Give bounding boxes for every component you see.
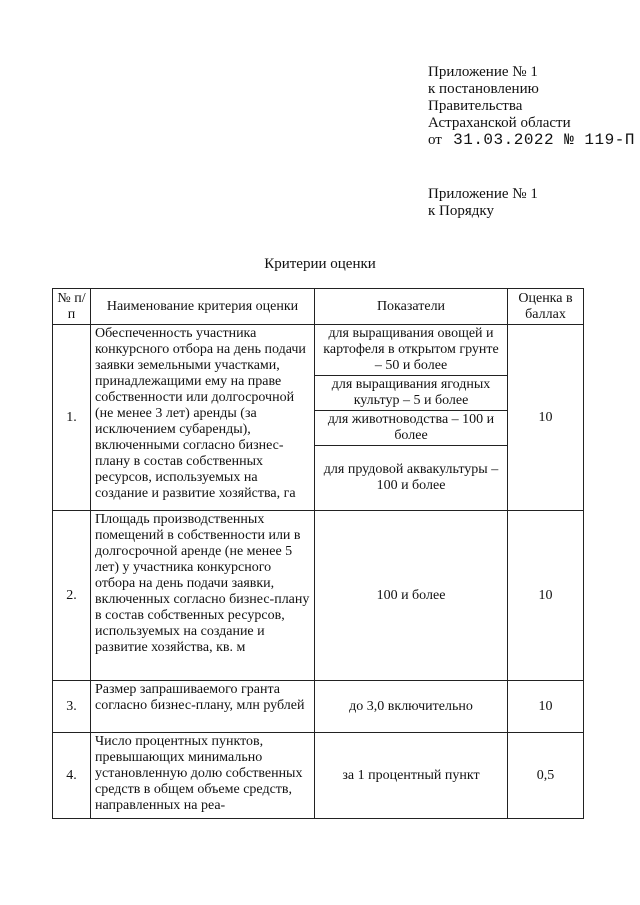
date-prefix: от: [428, 132, 442, 148]
indicator-cell: для выращивания ягодных культур – 5 и более: [315, 376, 508, 411]
indicator-cell: для животноводства – 100 и более: [315, 411, 508, 446]
appendix-line: к постановлению: [428, 81, 539, 97]
decree-date-line: [428, 132, 635, 149]
table-row: [53, 511, 584, 681]
table-header-row: [53, 289, 584, 325]
header-score: Оценка в баллах: [508, 289, 584, 325]
criterion-name: Обеспеченность участника конкурсного отбора на день подачи заявки земельными участками, принадлежащими ему на праве собственности или долгосрочной (не менее 3 лет) аренды (за исключением субаренды), включенными согласно бизнес-плану в состав собственных ресурсов, используемых на создание и развитие хозяйства, га: [91, 325, 315, 511]
row-number: 2.: [53, 511, 91, 681]
appendix-line: Приложение № 1: [428, 64, 538, 80]
indicator-cell: за 1 процентный пункт: [315, 733, 508, 819]
appendix-header-order: [428, 186, 538, 220]
indicator-cell: для выращивания овощей и картофеля в открытом грунте – 50 и более: [315, 325, 508, 376]
score-cell: 10: [508, 681, 584, 733]
appendix-line: Астраханской области: [428, 115, 571, 131]
criterion-name: Число процентных пунктов, превышающих минимально установленную долю собственных средств в общем объеме средств, направленных на реа-: [91, 733, 315, 819]
indicator-cell: до 3,0 включительно: [315, 681, 508, 733]
appendix-line: к Порядку: [428, 203, 494, 219]
decree-date-stamp: 31.03.2022 № 119-П: [453, 131, 635, 149]
score-cell: 10: [508, 325, 584, 511]
row-number: 3.: [53, 681, 91, 733]
document-title: Критерии оценки: [264, 256, 376, 272]
criteria-table: [52, 288, 584, 819]
criterion-name: Площадь производственных помещений в собственности или в долгосрочной аренде (не менее 5 лет) у участника конкурсного отбора на день подачи заявки, включенных согласно бизнес-плану в состав собственных ресурсов, используемых на создание и развитие хозяйства, кв. м: [91, 511, 315, 681]
appendix-line: Правительства: [428, 98, 523, 114]
table-row: [53, 325, 584, 376]
criterion-name: Размер запрашиваемого гранта согласно бизнес-плану, млн рублей: [91, 681, 315, 733]
table-row: [53, 733, 584, 819]
score-cell: 10: [508, 511, 584, 681]
score-cell: 0,5: [508, 733, 584, 819]
header-num: № п/п: [53, 289, 91, 325]
indicator-cell: для прудовой аквакультуры – 100 и более: [315, 446, 508, 511]
header-indicators: Показатели: [315, 289, 508, 325]
header-name: Наименование критерия оценки: [91, 289, 315, 325]
indicator-cell: 100 и более: [315, 511, 508, 681]
appendix-header-decree: [428, 64, 635, 149]
table-row: [53, 681, 584, 733]
row-number: 4.: [53, 733, 91, 819]
row-number: 1.: [53, 325, 91, 511]
appendix-line: Приложение № 1: [428, 186, 538, 202]
